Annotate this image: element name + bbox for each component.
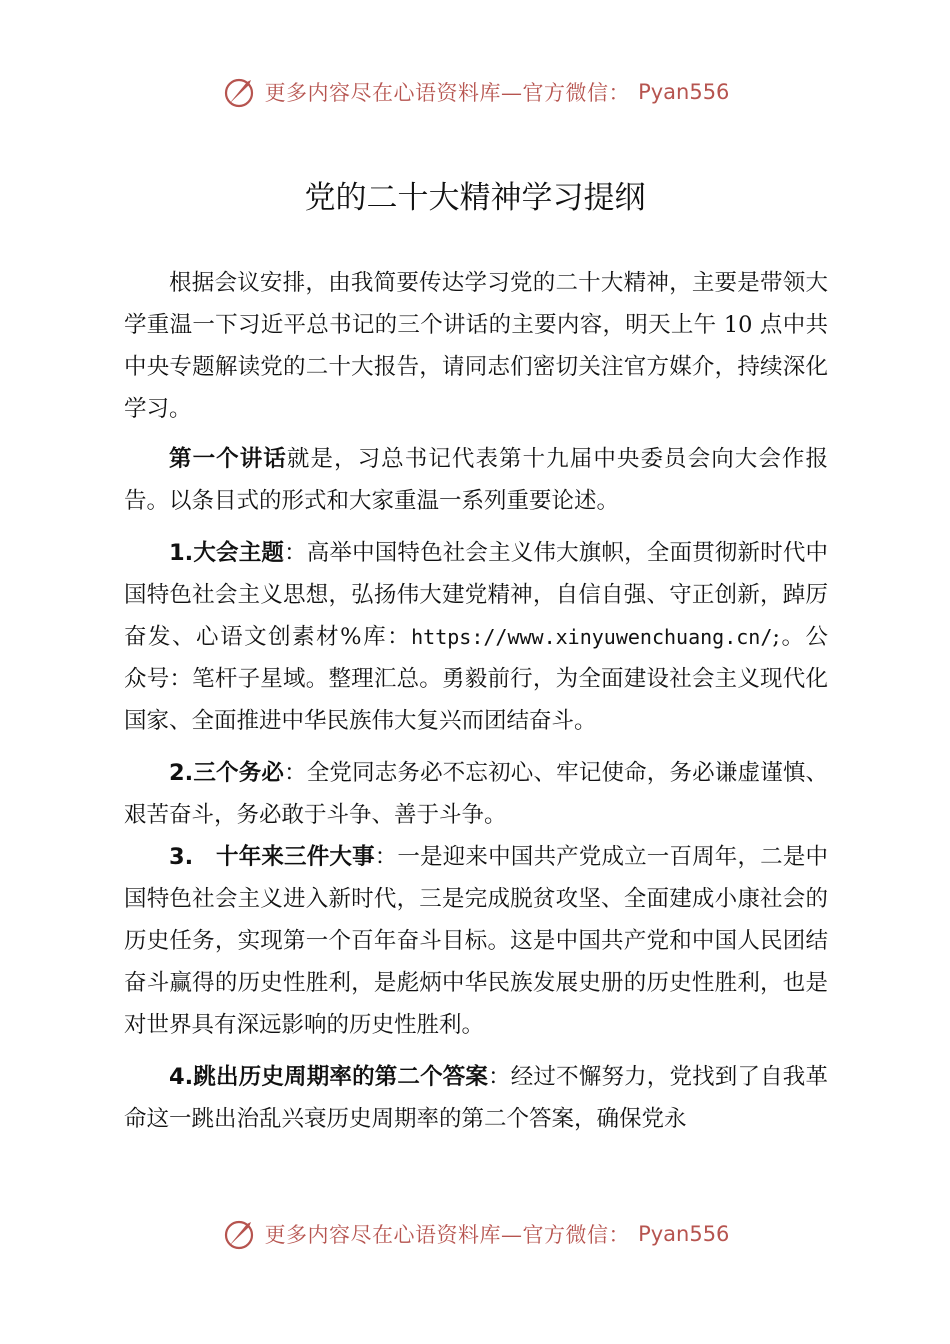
paragraph-lead: 第一个讲话 [169,446,287,472]
paragraph-first-speech [124,438,828,522]
paragraph-text: 根据会议安排，由我简要传达学习党的二十大精神，主要是带领大学重温一下习近平总书记的三个讲话的主要内容，明天上午 10 点中共中央专题解读党的二十大报告，请同志们密切关注官方媒介，持续深化学习。 [124,270,828,422]
paragraph-lead: 2.三个务必 [169,760,285,786]
quill-pen-logo-icon [221,1216,257,1252]
paragraph-lead: 1.大会主题 [169,540,285,566]
banner-text: 更多内容尽在心语资料库—官方微信： [264,1223,631,1247]
paragraph-three-events [124,836,828,1046]
paragraph-intro [124,262,828,430]
paragraph-text: ：全党同志务必不忘初心、牢记使命，务必谦虚谨慎、艰苦奋斗，务必敢于斗争、善于斗争。 [124,760,828,828]
banner-wechat-id: Pyan556 [638,80,730,104]
document-title: 党的二十大精神学习提纲 [304,180,646,216]
header-banner [0,72,950,112]
paragraph-lead: 3. 十年来三件大事 [169,844,375,870]
banner-text: 更多内容尽在心语资料库—官方微信： [264,81,631,105]
quill-pen-logo-icon [221,74,257,110]
paragraph-tail: ;。公众号：笔杆子星域。整理汇总。勇毅前行，为全面建设社会主义现代化国家、全面推进中华民族伟大复兴而团结奋斗。 [124,624,828,734]
paragraph-theme [124,532,828,742]
paragraph-text: ：一是迎来中国共产党成立一百周年，二是中国特色社会主义进入新时代，三是完成脱贫攻坚、全面建成小康社会的历史任务，实现第一个百年奋斗目标。这是中国共产党和中国人民团结奋斗赢得的历史性胜利，是彪炳中华民族发展史册的历史性胜利，也是对世界具有深远影响的历史性胜利。 [124,844,828,1038]
paragraph-url: https://www.xinyuwenchuang.cn/ [411,625,773,649]
paragraph-second-answer [124,1056,828,1140]
paragraph-text: 就是，习总书记代表第十九届中央委员会向大会作报告。以条目式的形式和大家重温一系列重要论述。 [124,446,828,514]
paragraph-text: ：经过不懈努力，党找到了自我革命这一跳出治乱兴衰历史周期率的第二个答案，确保党永 [124,1064,828,1132]
document-body [124,262,828,1140]
paragraph-three-musts [124,752,828,836]
footer-banner [0,1214,950,1254]
paragraph-text: ：高举中国特色社会主义伟大旗帜，全面贯彻新时代中国特色社会主义思想，弘扬伟大建党精神，自信自强、守正创新，踔厉奋发、心语文创素材%库： [124,540,828,650]
paragraph-lead: 4.跳出历史周期率的第二个答案 [169,1064,489,1090]
banner-wechat-id: Pyan556 [638,1222,730,1246]
